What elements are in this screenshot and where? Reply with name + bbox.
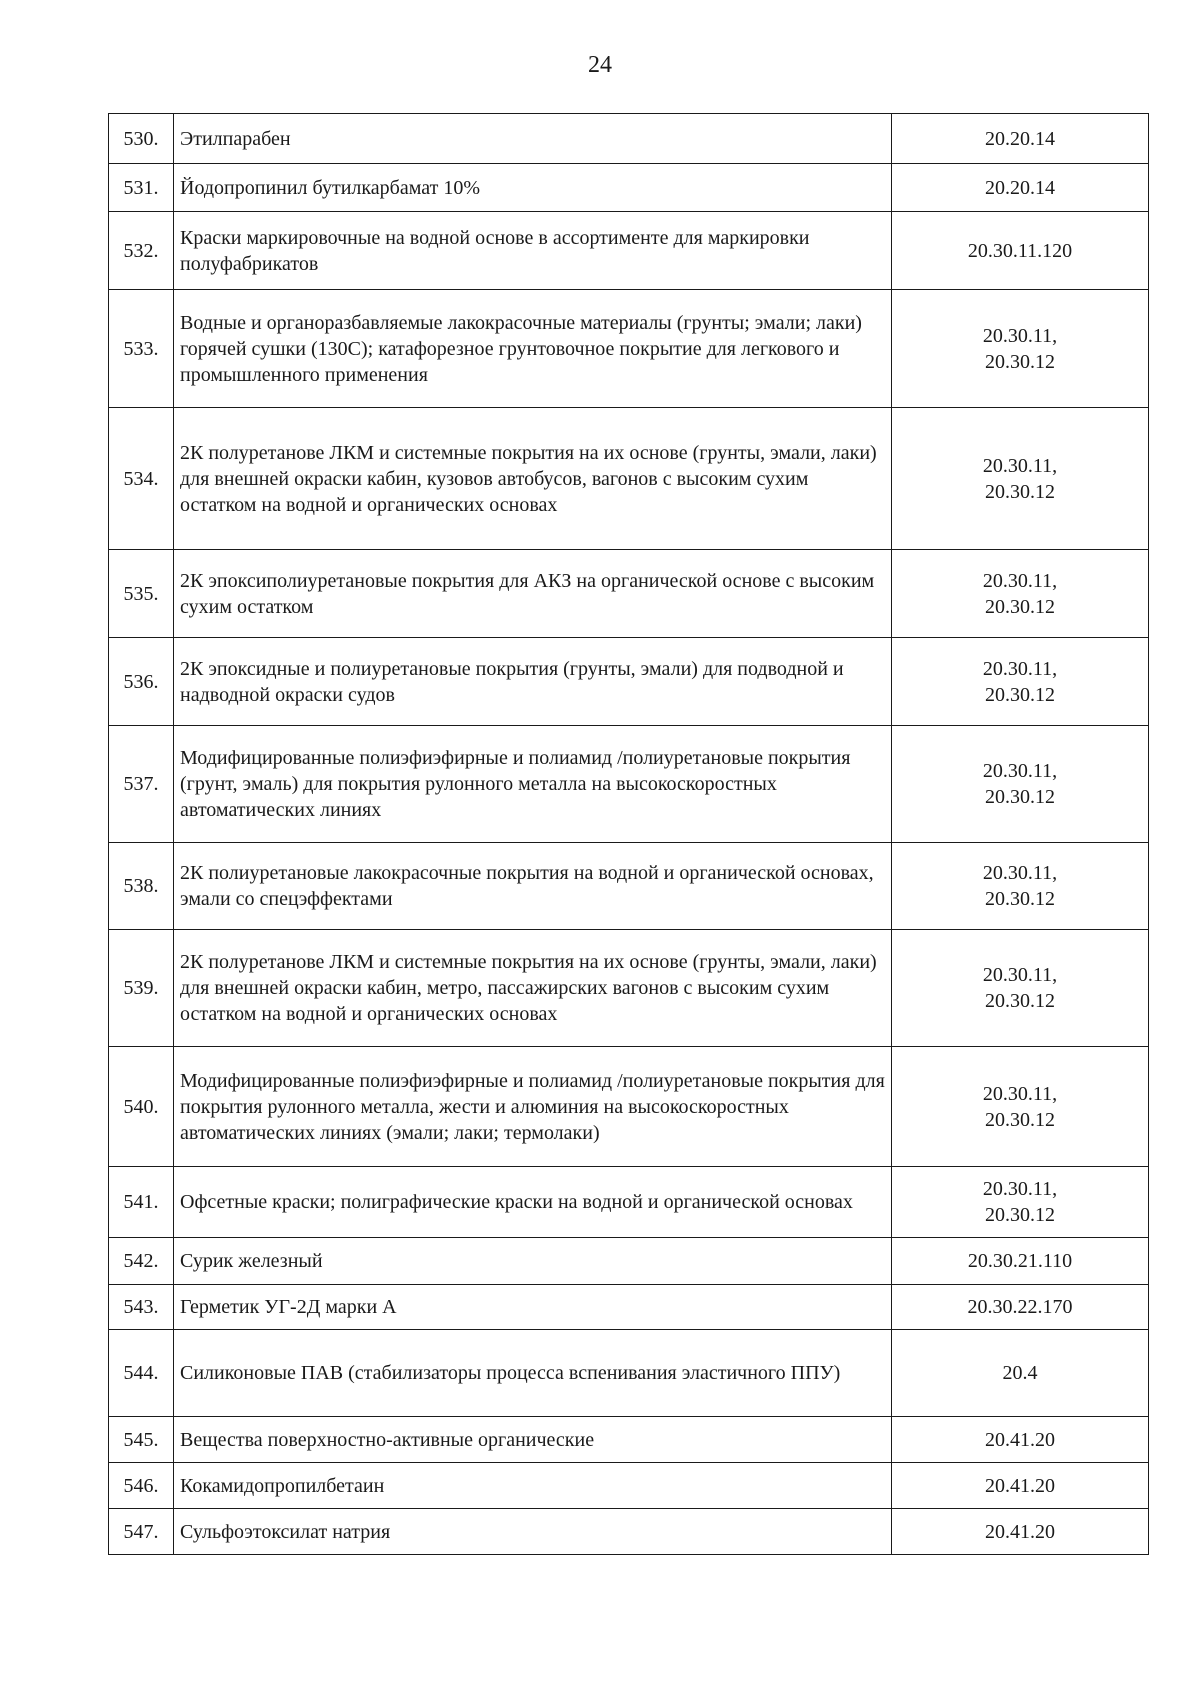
- product-code: [892, 1463, 1149, 1509]
- product-name: 2К эпоксидные и полиуретановые покрытия (грунты, эмали) для подводной и надводной окраски судов: [174, 638, 892, 726]
- code-line: 20.30.11,: [982, 569, 1058, 592]
- table-row: [109, 1463, 1149, 1509]
- row-number: 545.: [109, 1417, 174, 1463]
- code-line: 20.30.11,: [982, 657, 1058, 680]
- table-row: [109, 1330, 1149, 1417]
- table-row: [109, 290, 1149, 408]
- code-line: 20.30.11.120: [967, 239, 1073, 262]
- code-line: 20.41.20: [985, 1428, 1055, 1451]
- row-number: 533.: [109, 290, 174, 408]
- code-line: 20.30.12: [985, 990, 1055, 1012]
- code-line: 20.30.12: [985, 350, 1055, 373]
- product-code: [892, 1167, 1149, 1238]
- row-number: 540.: [109, 1047, 174, 1167]
- product-code: [892, 1285, 1149, 1330]
- row-number: 542.: [109, 1238, 174, 1285]
- code-line: 20.30.12: [985, 1204, 1055, 1226]
- code-line: 20.30.12: [985, 683, 1055, 706]
- product-code: [892, 638, 1149, 726]
- row-number: 530.: [109, 114, 174, 164]
- table-row: [109, 164, 1149, 212]
- product-name: 2К полуретанове ЛКМ и системные покрытия на их основе (грунты, эмали, лаки) для внешней окраски кабин, метро, пассажирских вагонов с высоким сухим остатком на водной и органических основах: [174, 930, 892, 1047]
- product-code: [892, 843, 1149, 930]
- table-row: [109, 114, 1149, 164]
- row-number: 547.: [109, 1509, 174, 1555]
- row-number: 531.: [109, 164, 174, 212]
- product-name: Йодопропинил бутилкарбамат 10%: [174, 164, 892, 212]
- row-number: 544.: [109, 1330, 174, 1417]
- product-code: [892, 1509, 1149, 1555]
- row-number: 534.: [109, 408, 174, 550]
- product-code: [892, 408, 1149, 550]
- product-code: [892, 1238, 1149, 1285]
- code-line: 20.30.11,: [982, 1082, 1058, 1105]
- product-code: [892, 290, 1149, 408]
- code-line: 20.30.11,: [982, 454, 1058, 477]
- product-code: [892, 1417, 1149, 1463]
- code-line: 20.20.14: [985, 176, 1055, 199]
- code-line: 20.30.12: [985, 786, 1055, 808]
- product-code: [892, 1330, 1149, 1417]
- product-code: [892, 930, 1149, 1047]
- code-line: 20.30.22.170: [967, 1296, 1073, 1318]
- code-line: 20.30.12: [985, 480, 1055, 503]
- row-number: 532.: [109, 212, 174, 290]
- row-number: 537.: [109, 726, 174, 843]
- products-table: [108, 113, 1149, 1555]
- table-row: [109, 1167, 1149, 1238]
- code-line: 20.30.11,: [982, 760, 1058, 782]
- row-number: 543.: [109, 1285, 174, 1330]
- product-code: [892, 726, 1149, 843]
- table-row: [109, 1047, 1149, 1167]
- product-code: [892, 212, 1149, 290]
- product-name: Модифицированные полиэфиэфирные и полиамид /полиуретановые покрытия (грунт, эмаль) для покрытия рулонного металла на высокоскоростных автоматических линиях: [174, 726, 892, 843]
- table-row: [109, 843, 1149, 930]
- product-name: Водные и органоразбавляемые лакокрасочные материалы (грунты; эмали; лаки) горячей сушки (130С); катафорезное грунтовочное покрытие для легкового и промышленного применения: [174, 290, 892, 408]
- page-number: 24: [588, 52, 612, 78]
- table-row: [109, 550, 1149, 638]
- code-line: 20.41.20: [985, 1520, 1055, 1543]
- code-line: 20.30.11,: [982, 1178, 1058, 1200]
- product-name: Сурик железный: [174, 1238, 892, 1285]
- table-row: [109, 638, 1149, 726]
- product-name: Офсетные краски; полиграфические краски на водной и органической основах: [174, 1167, 892, 1238]
- table-row: [109, 408, 1149, 550]
- row-number: 539.: [109, 930, 174, 1047]
- product-name: Сульфоэтоксилат натрия: [174, 1509, 892, 1555]
- row-number: 538.: [109, 843, 174, 930]
- code-line: 20.30.12: [985, 595, 1055, 618]
- code-line: 20.30.12: [985, 1108, 1055, 1131]
- product-name: Вещества поверхностно-активные органические: [174, 1417, 892, 1463]
- table-row: [109, 930, 1149, 1047]
- code-line: 20.30.21.110: [967, 1250, 1073, 1272]
- product-name: Силиконовые ПАВ (стабилизаторы процесса вспенивания эластичного ППУ): [174, 1330, 892, 1417]
- row-number: 536.: [109, 638, 174, 726]
- table-row: [109, 1417, 1149, 1463]
- table-row: [109, 1509, 1149, 1555]
- code-line: 20.4: [1002, 1362, 1038, 1384]
- table-row: [109, 1285, 1149, 1330]
- table-row: [109, 1238, 1149, 1285]
- product-name: Модифицированные полиэфиэфирные и полиамид /полиуретановые покрытия для покрытия рулонного металла, жести и алюминия на высокоскоростных автоматических линиях (эмали; лаки; термолаки): [174, 1047, 892, 1167]
- product-code: [892, 164, 1149, 212]
- product-name: Этилпарабен: [174, 114, 892, 164]
- code-line: 20.30.11,: [982, 324, 1058, 347]
- row-number: 541.: [109, 1167, 174, 1238]
- product-code: [892, 550, 1149, 638]
- product-name: 2К эпоксиполиуретановые покрытия для АКЗ на органической основе с высоким сухим остатком: [174, 550, 892, 638]
- product-code: [892, 114, 1149, 164]
- code-line: 20.30.11,: [982, 862, 1058, 884]
- code-line: 20.30.12: [985, 888, 1055, 910]
- row-number: 546.: [109, 1463, 174, 1509]
- row-number: 535.: [109, 550, 174, 638]
- table-row: [109, 212, 1149, 290]
- product-name: Герметик УГ-2Д марки А: [174, 1285, 892, 1330]
- code-line: 20.30.11,: [982, 964, 1058, 986]
- product-name: 2К полиуретановые лакокрасочные покрытия на водной и органической основах, эмали со спецэффектами: [174, 843, 892, 930]
- code-line: 20.41.20: [985, 1474, 1055, 1497]
- product-name: 2К полуретанове ЛКМ и системные покрытия на их основе (грунты, эмали, лаки) для внешней окраски кабин, кузовов автобусов, вагонов с высоким сухим остатком на водной и органических основах: [174, 408, 892, 550]
- product-name: Кокамидопропилбетаин: [174, 1463, 892, 1509]
- code-line: 20.20.14: [985, 127, 1055, 150]
- product-name: Краски маркировочные на водной основе в ассортименте для маркировки полуфабрикатов: [174, 212, 892, 290]
- product-code: [892, 1047, 1149, 1167]
- table-row: [109, 726, 1149, 843]
